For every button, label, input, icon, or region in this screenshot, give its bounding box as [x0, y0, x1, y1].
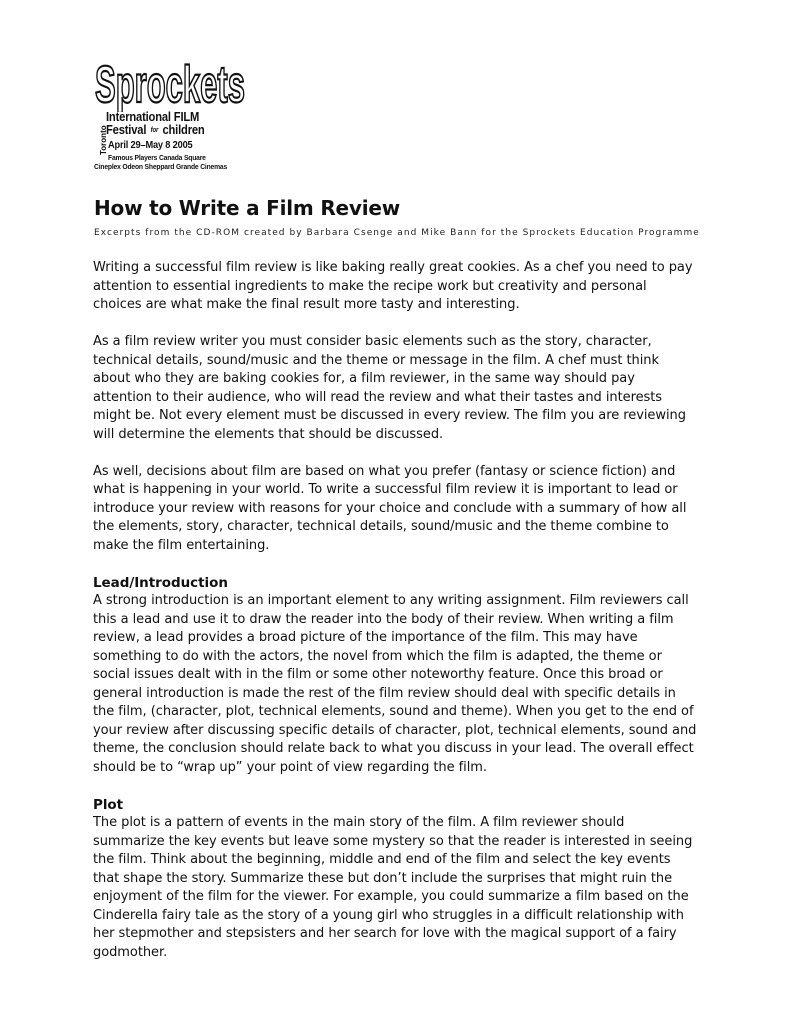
festival-logo: [94, 52, 274, 174]
logo-line-festival: [106, 122, 205, 137]
page-title: How to Write a Film Review: [94, 196, 401, 220]
intro-paragraph-1: Writing a successful film review is like baking really great cookies. As a chef you need to pay attention to essential ingredients to make the recipe work but creativity and personal choices are what make the final result more tasty and interesting.: [93, 260, 693, 312]
logo-for-word: for: [150, 127, 159, 135]
section-body-lead: A strong introduction is an important element to any writing assignment. Film reviewers call this a lead and use it to draw the reader into the body of their review. When writing a film review, a lead provides a broad picture of the importance of the film. This may have something to do with the actors, the novel from which the film is adapted, the theme or social issues dealt with in the film or some other noteworthy feature. Once this broad or general introduction is made the rest of the film review should deal with specific details in the film, (character, plot, technical elements, sound and theme). When you get to the end of your review after discussing specific details of character, plot, technical elements, sound and theme, the conclusion should relate back to what you discuss in your lead. The overall effect should be to “wrap up” your point of view regarding the film.: [93, 593, 697, 775]
logo-venue-1: Famous Players Canada Square: [108, 153, 206, 162]
logo-dates: April 29–May 8 2005: [108, 139, 193, 151]
page-subtitle: Excerpts from the CD-ROM created by Barbara Csenge and Mike Bann for the Sprockets Education Programme: [94, 228, 700, 238]
svg-text:Sprockets: Sprockets: [95, 56, 245, 112]
section-heading-lead: Lead/Introduction: [93, 574, 228, 591]
logo-venue-2: Cineplex Odeon Sheppard Grande Cinemas: [94, 162, 228, 171]
intro-paragraph-3: As well, decisions about film are based on what you prefer (fantasy or science fiction) and what is happening in your world. To write a successful film review it is important to lead or introduce your review with reasons for your choice and conclude with a summary of how all the elements, story, character, technical details, sound/music and the theme combine to make the film entertaining.: [93, 463, 687, 553]
intro-paragraph-2: As a film review writer you must consider basic elements such as the story, character, technical details, sound/music and the theme or message in the film. A chef must think about who they are baking cookies for, a film reviewer, in the same way should pay attention to their audience, who will read the review and what their tastes and interests might be. Not every element must be discussed in every review. The film you are reviewing will determine the elements that should be discussed.: [93, 334, 686, 442]
article-body: [93, 259, 697, 981]
logo-children-word: children: [162, 122, 205, 137]
logo-line-international-film: International FILM: [106, 109, 200, 124]
logo-vertical-text: Toronto: [99, 125, 108, 155]
logo-festival-word: Festival: [106, 122, 147, 137]
section-heading-plot: Plot: [93, 796, 124, 813]
sprockets-wordmark: [94, 52, 246, 112]
section-body-plot: The plot is a pattern of events in the main story of the film. A film reviewer should summarize the key events but leave some mystery so that the reader is interested in seeing the film. Think about the beginning, middle and end of the film and select the key events that shape the story. Summarize these but don’t include the surprises that might ruin the enjoyment of the film for the viewer. For example, you could summarize a film based on the Cinderella fairy tale as the story of a young girl who struggles in a difficult relationship with her stepmother and stepsisters and her search for love with the magical support of a fairy godmother.: [93, 815, 693, 960]
